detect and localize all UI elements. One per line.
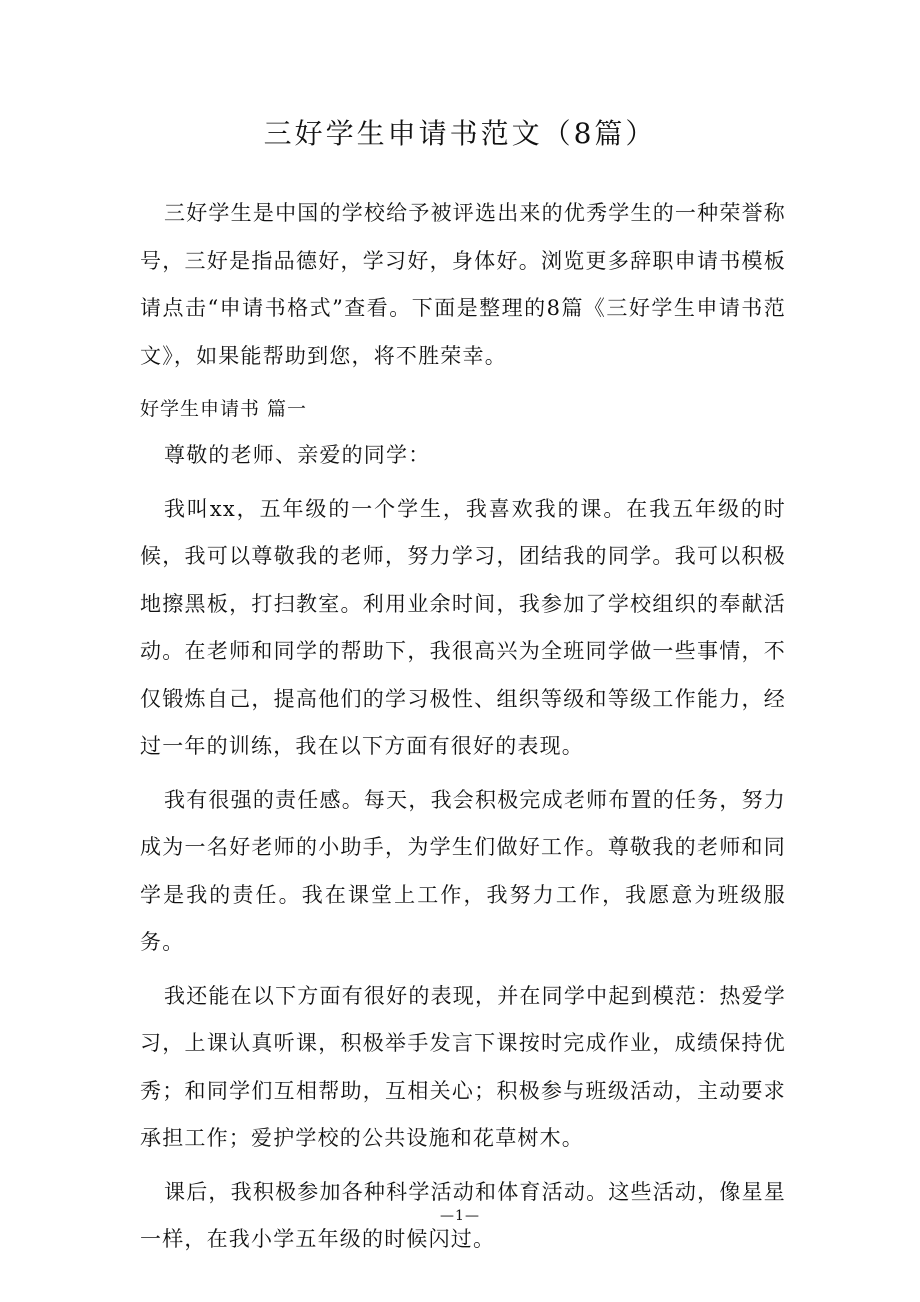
intro-paragraph: 三好学生是中国的学校给予被评选出来的优秀学生的一种荣誉称号，三好是指品德好，学习好，身体好。浏览更多辞职申请书模板请点击“申请书格式”查看。下面是整理的8篇《三好学生申请书范文》，如果能帮助到您，将不胜荣幸。 <box>140 201 786 368</box>
body-paragraph: 我叫xx，五年级的一个学生，我喜欢我的课。在我五年级的时候，我可以尊敬我的老师，努力学习，团结我的同学。我可以积极地擦黑板，打扫教室。利用业余时间，我参加了学校组织的奉献活动。在老师和同学的帮助下，我很高兴为全班同学做一些事情，不仅锻炼自己，提高他们的学习极性、组织等级和等级工作能力，经过一年的训练，我在以下方面有很好的表现。 <box>140 496 786 758</box>
body-paragraph: 课后，我积极参加各种科学活动和体育活动。这些活动，像星星一样，在我小学五年级的时候闪过。 <box>140 1179 786 1251</box>
page-number: —1— <box>440 1208 480 1224</box>
body-paragraph: 我还能在以下方面有很好的表现，并在同学中起到模范：热爱学习，上课认真听课，积极举手发言下课按时完成作业，成绩保持优秀；和同学们互相帮助，互相关心；积极参与班级活动，主动要求承担工作；爱护学校的公共设施和花草树木。 <box>140 983 786 1150</box>
document-body <box>140 190 786 1270</box>
document-title: 三好学生申请书范文（8篇） <box>263 117 657 150</box>
section-heading: 好学生申请书 篇一 <box>140 398 308 420</box>
body-paragraph: 我有很强的责任感。每天，我会积极完成老师布置的任务，努力成为一名好老师的小助手，为学生们做好工作。尊敬我的老师和同学是我的责任。我在课堂上工作，我努力工作，我愿意为班级服务。 <box>140 787 786 954</box>
salutation: 尊敬的老师、亲爱的同学： <box>164 443 431 467</box>
